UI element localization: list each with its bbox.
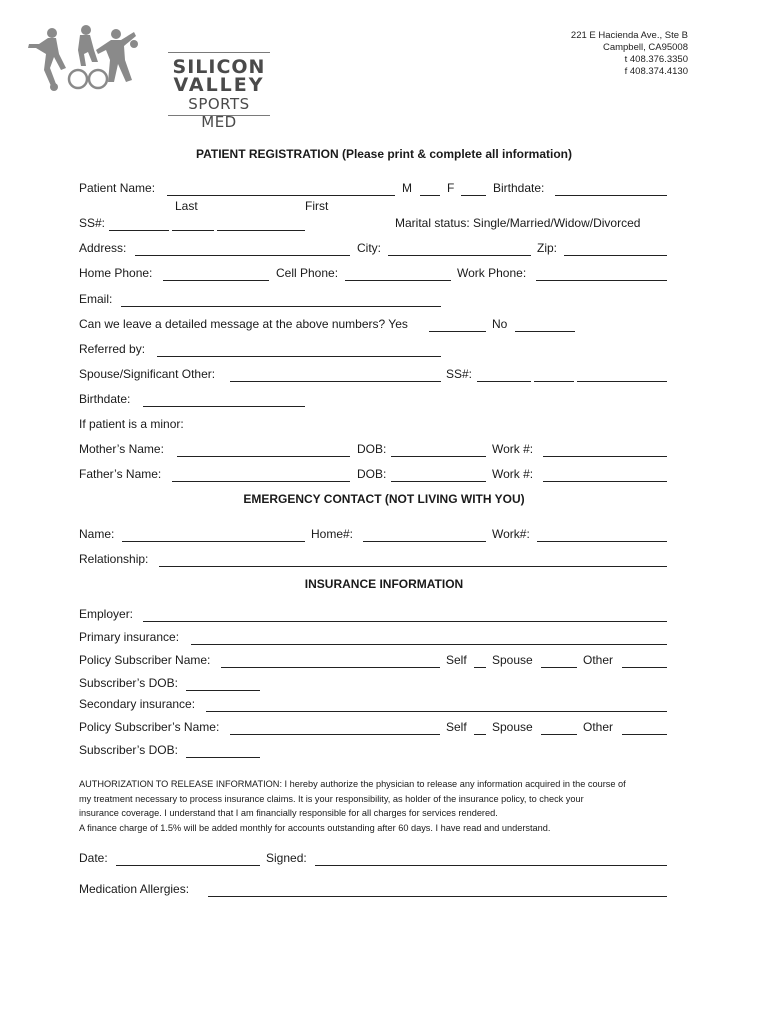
home-phone-field[interactable] [163, 280, 269, 281]
secondary-subscriber-dob-field[interactable] [186, 757, 260, 758]
authorization-line-2: my treatment necessary to process insurance claims. It is your responsibility, as holder of the insurance policy, to check your [79, 793, 584, 804]
father-work-field[interactable] [543, 481, 667, 482]
primary-insurance-field[interactable] [191, 644, 667, 645]
practice-logo [26, 24, 266, 131]
primary-spouse-label: Spouse [492, 653, 533, 667]
contact-fax: f 408.374.4130 [624, 66, 688, 77]
spouse-field[interactable] [230, 381, 441, 382]
policy-subscriber-name-label: Policy Subscriber Name: [79, 653, 211, 667]
employer-label: Employer: [79, 607, 134, 621]
secondary-spouse-field[interactable] [541, 734, 577, 735]
contact-city: Campbell, CA95008 [602, 42, 688, 53]
secondary-subscriber-dob-label: Subscriber’s DOB: [79, 743, 178, 757]
primary-self-field[interactable] [474, 667, 486, 668]
emergency-work-label: Work#: [492, 527, 530, 541]
mother-work-label: Work #: [492, 442, 534, 456]
message-no-label: No [492, 317, 508, 331]
form-title: PATIENT REGISTRATION (Please print & complete all information) [195, 147, 573, 161]
signed-field[interactable] [315, 865, 667, 866]
date-field[interactable] [116, 865, 260, 866]
cell-phone-field[interactable] [345, 280, 451, 281]
mother-dob-label: DOB: [357, 442, 387, 456]
email-label: Email: [79, 292, 113, 306]
spouse-birthdate-label: Birthdate: [79, 392, 131, 406]
last-name-hint: Last [175, 199, 198, 213]
primary-insurance-label: Primary insurance: [79, 630, 180, 644]
employer-field[interactable] [143, 621, 667, 622]
work-phone-label: Work Phone: [457, 266, 527, 280]
emergency-heading: EMERGENCY CONTACT (NOT LIVING WITH YOU) [243, 492, 525, 506]
mother-dob-field[interactable] [391, 456, 486, 457]
ss-part-3-field[interactable] [217, 230, 305, 231]
email-field[interactable] [121, 306, 441, 307]
brand-wordmark [168, 52, 270, 131]
message-yes-field[interactable] [429, 331, 486, 332]
female-field[interactable] [461, 195, 486, 196]
primary-spouse-field[interactable] [541, 667, 577, 668]
primary-self-label: Self [446, 653, 467, 667]
father-work-label: Work #: [492, 467, 534, 481]
secondary-other-label: Other [583, 720, 614, 734]
birthdate-field[interactable] [555, 195, 667, 196]
ss-label: SS#: [79, 216, 106, 230]
zip-field[interactable] [564, 255, 667, 256]
contact-phone: t 408.376.3350 [624, 54, 688, 65]
subscriber-dob-label: Subscriber’s DOB: [79, 676, 178, 690]
authorization-text [79, 777, 689, 835]
spouse-birthdate-field[interactable] [143, 406, 305, 407]
patient-name-field[interactable] [167, 195, 395, 196]
spouse-ss-part-3-field[interactable] [577, 381, 667, 382]
secondary-self-label: Self [446, 720, 467, 734]
policy-subscriber-name-field[interactable] [221, 667, 440, 668]
subscriber-dob-field[interactable] [186, 690, 260, 691]
medication-allergies-field[interactable] [208, 896, 667, 897]
contact-block [571, 30, 688, 78]
referred-by-label: Referred by: [79, 342, 146, 356]
mothers-name-label: Mother’s Name: [79, 442, 164, 456]
mothers-name-field[interactable] [177, 456, 350, 457]
primary-other-label: Other [583, 653, 614, 667]
emergency-name-label: Name: [79, 527, 115, 541]
policy-subscribers-name-label: Policy Subscriber’s Name: [79, 720, 220, 734]
male-label: M [402, 181, 412, 195]
secondary-insurance-field[interactable] [206, 711, 667, 712]
signed-label: Signed: [266, 851, 307, 865]
athletes-silhouette-icon [26, 24, 142, 96]
emergency-work-field[interactable] [537, 541, 667, 542]
secondary-other-field[interactable] [622, 734, 667, 735]
birthdate-label: Birthdate: [493, 181, 545, 195]
authorization-line-3: insurance coverage. I understand that I am financially responsible for all charges for services rendered. [79, 808, 498, 819]
male-field[interactable] [420, 195, 440, 196]
relationship-label: Relationship: [79, 552, 149, 566]
message-no-field[interactable] [515, 331, 575, 332]
referred-by-field[interactable] [157, 356, 441, 357]
message-question-label: Can we leave a detailed message at the above numbers? Yes [79, 317, 408, 331]
contact-address: 221 E Hacienda Ave., Ste B [570, 30, 688, 41]
father-dob-label: DOB: [357, 467, 387, 481]
zip-label: Zip: [537, 241, 558, 255]
emergency-name-field[interactable] [122, 541, 305, 542]
home-phone-label: Home Phone: [79, 266, 153, 280]
relationship-field[interactable] [159, 566, 667, 567]
policy-subscribers-name-field[interactable] [230, 734, 440, 735]
brand-line-1: SILICON [172, 56, 266, 78]
mother-work-field[interactable] [543, 456, 667, 457]
female-label: F [447, 181, 455, 195]
emergency-home-label: Home#: [311, 527, 354, 541]
address-field[interactable] [135, 255, 350, 256]
ss-part-1-field[interactable] [109, 230, 169, 231]
secondary-spouse-label: Spouse [492, 720, 533, 734]
spouse-ss-part-2-field[interactable] [534, 381, 574, 382]
spouse-ss-part-1-field[interactable] [477, 381, 531, 382]
cell-phone-label: Cell Phone: [276, 266, 339, 280]
brand-line-3: SPORTS MED [188, 95, 250, 131]
minor-label: If patient is a minor: [79, 417, 184, 431]
fathers-name-field[interactable] [172, 481, 350, 482]
city-field[interactable] [388, 255, 531, 256]
emergency-home-field[interactable] [363, 541, 486, 542]
work-phone-field[interactable] [536, 280, 667, 281]
authorization-line-4: A finance charge of 1.5% will be added monthly for accounts outstanding after 60 days. I have read and understand. [79, 822, 551, 833]
primary-other-field[interactable] [622, 667, 667, 668]
city-label: City: [357, 241, 381, 255]
authorization-line-1: AUTHORIZATION TO RELEASE INFORMATION: I hereby authorize the physician to release any information acquired in the course of [79, 779, 626, 789]
secondary-self-field[interactable] [474, 734, 486, 735]
spouse-ss-label: SS#: [446, 367, 473, 381]
secondary-insurance-label: Secondary insurance: [79, 697, 196, 711]
date-label: Date: [79, 851, 108, 865]
ss-part-2-field[interactable] [172, 230, 214, 231]
medication-allergies-label: Medication Allergies: [79, 882, 190, 896]
spouse-label: Spouse/Significant Other: [79, 367, 216, 381]
insurance-heading: INSURANCE INFORMATION [304, 577, 464, 591]
father-dob-field[interactable] [391, 481, 486, 482]
address-label: Address: [79, 241, 127, 255]
fathers-name-label: Father’s Name: [79, 467, 162, 481]
first-name-hint: First [305, 199, 329, 213]
marital-status-label: Marital status: Single/Married/Widow/Divorced [395, 216, 641, 230]
patient-name-label: Patient Name: [79, 181, 156, 195]
brand-line-2: VALLEY [173, 74, 265, 96]
